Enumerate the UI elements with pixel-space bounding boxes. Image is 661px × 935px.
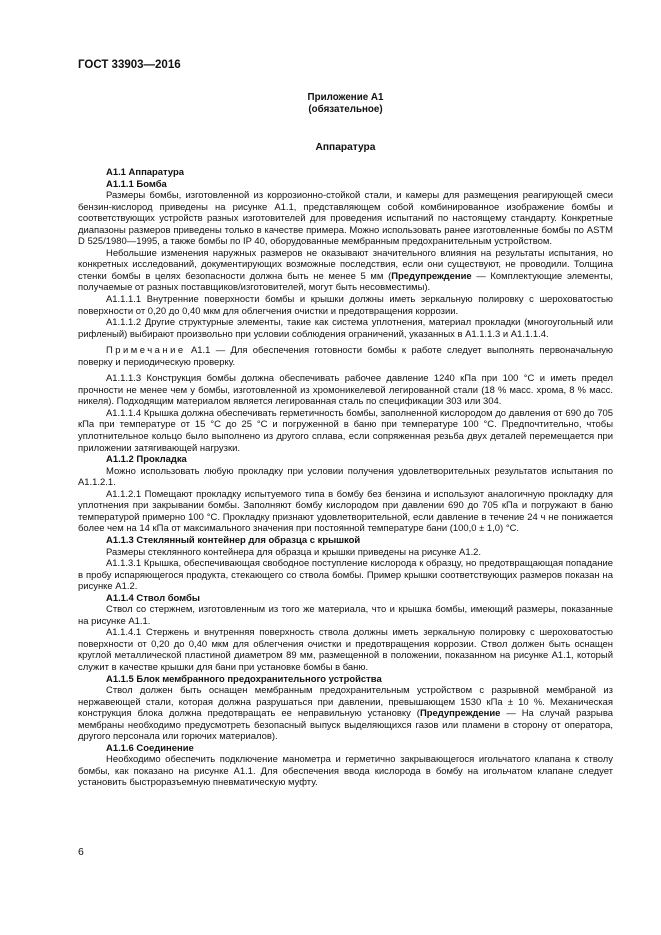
page-number: 6 — [78, 846, 84, 858]
paragraph-a1-1-1-1: А1.1.1.1 Внутренние поверхности бомбы и крышки должны иметь зеркальную полировку с шероховатостью поверхности от 0,20 до 0,40 мкм для облегчения очистки и предотвращения коррозии. — [78, 294, 613, 317]
heading-a1-1-1: А1.1.1 Бомба — [106, 178, 167, 190]
paragraph-text: — На случай разрыва мембраны необходимо предусмотреть безопасный выпуск выделяющихся газов или пламени в сторону от оператора, другого персонала или горючих материалов). — [78, 708, 613, 743]
paragraph-glass-container: Размеры стеклянного контейнера для образца и крышки приведены на рисунке А1.2. — [106, 546, 482, 558]
heading-a1-1-3: А1.1.3 Стеклянный контейнер для образца с крышкой — [106, 534, 361, 546]
paragraph-connection: Необходимо обеспечить подключение манометра и герметично закрывающегося игольчатого клапана к стволу бомбы, как показано на рисунке А1.1. Для обеспечения ввода кислорода в бомбу на игольчатом клапане следует установить быстроразъемную пневматическую муфту. — [78, 754, 613, 789]
warning-label: Предупреждение — [391, 270, 472, 282]
paragraph-bomb-dimensions: Размеры бомбы, изготовленной из коррозионно-стойкой стали, и камеры для размещения реагирующей смеси бензин-кислород приведены на рисунке А1.1, представляющем собой комбинированное изображение бомбы и соответствующих устройств разных изготовителей для проведения испытаний по настоящему стандарту. Конкретные диапазоны размеров приведены только в качестве примера. Можно использовать ранее изготовленные бомбы по ASTM D 525/1980—1995, а также бомбы по IP 40, оборудованные мембранным предохранительным устройством. — [78, 190, 613, 248]
document-body — [78, 167, 613, 789]
heading-a1-1-4: А1.1.4 Ствол бомбы — [106, 592, 200, 604]
appendix-heading — [78, 92, 613, 116]
standard-header: ГОСТ 33903—2016 — [78, 59, 181, 71]
note-a1-1 — [78, 345, 613, 368]
appendix-title: Приложение А1 — [307, 92, 384, 103]
paragraph-a1-1-1-3: А1.1.1.3 Конструкция бомбы должна обеспечивать рабочее давление 1240 кПа при 100 °С и иметь предел прочности не менее чем у бомбы, изготовленной из хромоникелевой легированной стали (18 % масс. хрома, 8 % масс. никеля). Подходящим материалом является легированная сталь по спецификации 303 или 304. — [78, 373, 613, 408]
paragraph-a1-1-3-1: А1.1.3.1 Крышка, обеспечивающая свободное поступление кислорода к образцу, но предотвращающая попадание в пробу испаряющегося продукта, стекающего со ствола бомбы. Пример крышки соответствующих размеров показан на рисунке А1.2. — [78, 558, 613, 593]
paragraph-text: Ствол должен быть оснащен мембранным предохранительным устройством с разрывной мембраной из нержавеющей стали, которая должна разрушаться при давлении, превышающем 1530 кПа ± 10 %. Механическая конструкция блока должна предотвращать ее неправильную установку ( — [78, 685, 613, 720]
paragraph-text: Небольшие изменения наружных размеров не оказывают значительного влияния на результаты испытания, но конкретных исследований, документирующих возможные последствия, если они существуют, не проводили. Толщина стенки бомбы в целях безопасности должна быть не менее 5 мм ( — [78, 247, 613, 282]
heading-a1-1-2: А1.1.2 Прокладка — [106, 454, 187, 466]
note-label: Примечание — [106, 345, 186, 357]
paragraph-stem: Ствол со стержнем, изготовленным из того же материала, что и крышка бомбы, имеющий размеры, показанные на рисунке А1.1. — [78, 604, 613, 627]
section-title: Аппаратура — [315, 142, 376, 153]
paragraph-a1-1-2-1: А1.1.2.1 Помещают прокладку испытуемого типа в бомбу без бензина и используют аналогичную прокладку для уплотнения при закрывании бомбы. Заполняют бомбу кислородом при давлении 690 до 705 кПа и погружают в баню температурой примерно 100 °С. Прокладку признают удовлетворительной, если давление в течение 24 ч не понижается более чем на 14 кПа от максимального значения при постоянной температуре бани (100,0 ± 1,0) °С. — [78, 488, 613, 535]
paragraph-a1-1-1-4: А1.1.1.4 Крышка должна обеспечивать герметичность бомбы, заполненной кислородом до давления от 690 до 705 кПа при температуре от 15 °С до 25 °С и погруженной в баню при температуре 100 °С. Предпочтительно, чтобы уплотнительное кольцо было выполнено из другого сплава, если сопряженная резьба двух деталей перемещается при приложении затягивающей нагрузки. — [78, 407, 613, 454]
warning-label: Предупреждение — [419, 708, 501, 720]
heading-a1-1-6: А1.1.6 Соединение — [106, 742, 194, 754]
heading-a1-1-5: А1.1.5 Блок мембранного предохранительного устройства — [106, 673, 382, 685]
paragraph-text: — Комплектующие элементы, получаемые от разных поставщиков/изготовителей, могут быть несовместимы). — [78, 270, 613, 294]
paragraph-external-dims — [78, 248, 613, 294]
paragraph-a1-1-1-2: А1.1.1.2 Другие структурные элементы, такие как система уплотнения, материал прокладки (многоугольный или рифленый) выбирают произвольно при условии соблюдения ограничений, указанных в А1.1.1.3 и А1.1.1.4. — [78, 317, 613, 340]
paragraph-gasket: Можно использовать любую прокладку при условии получения удовлетворительных результатов испытания по А1.1.2.1. — [78, 465, 613, 489]
note-text: А1.1 — Для обеспечения готовности бомбы к работе следует выполнять первоначальную поверку и периодическую проверку. — [78, 345, 613, 368]
appendix-status: (обязательное) — [308, 104, 383, 115]
heading-a1-1: А1.1 Аппаратура — [106, 167, 185, 178]
paragraph-a1-1-4-1: А1.1.4.1 Стержень и внутренняя поверхность ствола должны иметь зеркальную полировку с шероховатостью поверхности от 0,20 до 0,40 мкм для облегчения очистки и предотвращения коррозии. Ствол должен быть оснащен круглой металлической пластиной диаметром 89 мм, размещенной в положении, показанном на рисунке А1.1, который служит в качестве крышки для бани при установке бомбы в баню. — [78, 627, 613, 673]
paragraph-membrane — [78, 685, 613, 743]
